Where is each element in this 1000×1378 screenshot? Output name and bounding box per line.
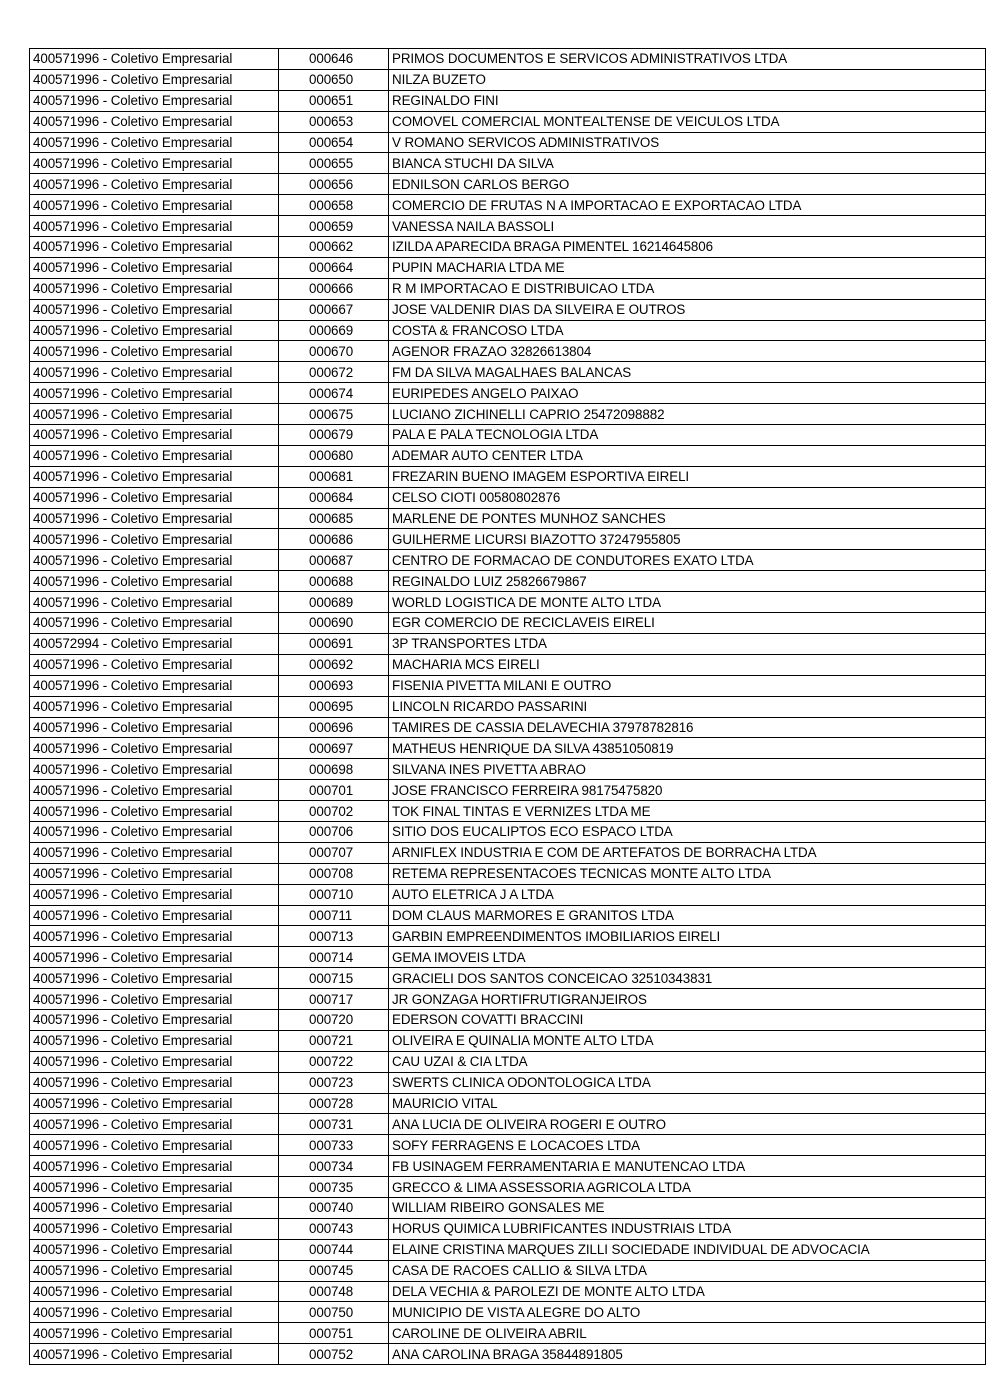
contract-cell: 400571996 - Coletivo Empresarial	[30, 529, 279, 550]
code-cell: 000674	[279, 383, 389, 404]
table-row	[30, 69, 986, 90]
table-row	[30, 1177, 986, 1198]
company-name-cell: GEMA IMOVEIS LTDA	[389, 947, 986, 968]
company-name-cell: MACHARIA MCS EIRELI	[389, 654, 986, 675]
code-cell: 000702	[279, 801, 389, 822]
contract-cell: 400571996 - Coletivo Empresarial	[30, 487, 279, 508]
code-cell: 000721	[279, 1030, 389, 1051]
company-name-cell: COSTA & FRANCOSO LTDA	[389, 320, 986, 341]
table-row	[30, 1239, 986, 1260]
code-cell: 000656	[279, 174, 389, 195]
table-row	[30, 1281, 986, 1302]
code-cell: 000740	[279, 1197, 389, 1218]
contract-cell: 400571996 - Coletivo Empresarial	[30, 1218, 279, 1239]
company-name-cell: FISENIA PIVETTA MILANI E OUTRO	[389, 675, 986, 696]
company-name-cell: V ROMANO SERVICOS ADMINISTRATIVOS	[389, 132, 986, 153]
table-row	[30, 132, 986, 153]
code-cell: 000710	[279, 884, 389, 905]
company-name-cell: GRECCO & LIMA ASSESSORIA AGRICOLA LTDA	[389, 1177, 986, 1198]
contract-cell: 400571996 - Coletivo Empresarial	[30, 90, 279, 111]
table-row	[30, 926, 986, 947]
contract-cell: 400571996 - Coletivo Empresarial	[30, 1009, 279, 1030]
contract-cell: 400571996 - Coletivo Empresarial	[30, 257, 279, 278]
contract-cell: 400571996 - Coletivo Empresarial	[30, 989, 279, 1010]
contract-cell: 400571996 - Coletivo Empresarial	[30, 174, 279, 195]
table-row	[30, 508, 986, 529]
contract-cell: 400571996 - Coletivo Empresarial	[30, 111, 279, 132]
contract-cell: 400572994 - Coletivo Empresarial	[30, 633, 279, 654]
company-name-cell: VANESSA NAILA BASSOLI	[389, 216, 986, 237]
table-row	[30, 654, 986, 675]
code-cell: 000715	[279, 968, 389, 989]
company-name-cell: GRACIELI DOS SANTOS CONCEICAO 32510343831	[389, 968, 986, 989]
code-cell: 000751	[279, 1323, 389, 1344]
table-row	[30, 404, 986, 425]
code-cell: 000686	[279, 529, 389, 550]
contract-cell: 400571996 - Coletivo Empresarial	[30, 1093, 279, 1114]
contract-cell: 400571996 - Coletivo Empresarial	[30, 654, 279, 675]
code-cell: 000752	[279, 1344, 389, 1365]
code-cell: 000735	[279, 1177, 389, 1198]
table-row	[30, 174, 986, 195]
code-cell: 000743	[279, 1218, 389, 1239]
table-row	[30, 341, 986, 362]
table-row	[30, 1344, 986, 1365]
company-name-cell: WILLIAM RIBEIRO GONSALES ME	[389, 1197, 986, 1218]
table-row	[30, 821, 986, 842]
contract-cell: 400571996 - Coletivo Empresarial	[30, 947, 279, 968]
company-name-cell: CENTRO DE FORMACAO DE CONDUTORES EXATO LTDA	[389, 550, 986, 571]
company-name-cell: LUCIANO ZICHINELLI CAPRIO 25472098882	[389, 404, 986, 425]
company-name-cell: SITIO DOS EUCALIPTOS ECO ESPACO LTDA	[389, 821, 986, 842]
company-name-cell: MATHEUS HENRIQUE DA SILVA 43851050819	[389, 738, 986, 759]
code-cell: 000722	[279, 1051, 389, 1072]
company-name-cell: AGENOR FRAZAO 32826613804	[389, 341, 986, 362]
code-cell: 000691	[279, 633, 389, 654]
code-cell: 000695	[279, 696, 389, 717]
company-name-cell: ANA LUCIA DE OLIVEIRA ROGERI E OUTRO	[389, 1114, 986, 1135]
contract-cell: 400571996 - Coletivo Empresarial	[30, 759, 279, 780]
contract-cell: 400571996 - Coletivo Empresarial	[30, 571, 279, 592]
table-row	[30, 299, 986, 320]
company-name-cell: DOM CLAUS MARMORES E GRANITOS LTDA	[389, 905, 986, 926]
table-row	[30, 592, 986, 613]
code-cell: 000711	[279, 905, 389, 926]
contract-cell: 400571996 - Coletivo Empresarial	[30, 216, 279, 237]
table-row	[30, 613, 986, 634]
code-cell: 000717	[279, 989, 389, 1010]
code-cell: 000653	[279, 111, 389, 132]
company-name-cell: REGINALDO FINI	[389, 90, 986, 111]
company-name-cell: MAURICIO VITAL	[389, 1093, 986, 1114]
contract-cell: 400571996 - Coletivo Empresarial	[30, 821, 279, 842]
company-name-cell: HORUS QUIMICA LUBRIFICANTES INDUSTRIAIS LTDA	[389, 1218, 986, 1239]
code-cell: 000713	[279, 926, 389, 947]
contract-cell: 400571996 - Coletivo Empresarial	[30, 801, 279, 822]
company-name-cell: NILZA BUZETO	[389, 69, 986, 90]
contract-cell: 400571996 - Coletivo Empresarial	[30, 445, 279, 466]
company-name-cell: ADEMAR AUTO CENTER LTDA	[389, 445, 986, 466]
code-cell: 000697	[279, 738, 389, 759]
company-name-cell: PRIMOS DOCUMENTOS E SERVICOS ADMINISTRATIVOS LTDA	[389, 49, 986, 70]
code-cell: 000744	[279, 1239, 389, 1260]
code-cell: 000692	[279, 654, 389, 675]
code-cell: 000672	[279, 362, 389, 383]
contract-cell: 400571996 - Coletivo Empresarial	[30, 1030, 279, 1051]
company-name-cell: COMERCIO DE FRUTAS N A IMPORTACAO E EXPORTACAO LTDA	[389, 195, 986, 216]
company-name-cell: RETEMA REPRESENTACOES TECNICAS MONTE ALTO LTDA	[389, 863, 986, 884]
code-cell: 000658	[279, 195, 389, 216]
contract-cell: 400571996 - Coletivo Empresarial	[30, 1344, 279, 1365]
table-row	[30, 425, 986, 446]
contract-cell: 400571996 - Coletivo Empresarial	[30, 1239, 279, 1260]
company-name-cell: SOFY FERRAGENS E LOCACOES LTDA	[389, 1135, 986, 1156]
company-name-cell: COMOVEL COMERCIAL MONTEALTENSE DE VEICULOS LTDA	[389, 111, 986, 132]
table-row	[30, 237, 986, 258]
contract-cell: 400571996 - Coletivo Empresarial	[30, 49, 279, 70]
code-cell: 000688	[279, 571, 389, 592]
code-cell: 000655	[279, 153, 389, 174]
code-cell: 000651	[279, 90, 389, 111]
contract-cell: 400571996 - Coletivo Empresarial	[30, 592, 279, 613]
contract-cell: 400571996 - Coletivo Empresarial	[30, 341, 279, 362]
contract-cell: 400571996 - Coletivo Empresarial	[30, 425, 279, 446]
contract-cell: 400571996 - Coletivo Empresarial	[30, 383, 279, 404]
table-body	[30, 49, 986, 1365]
contract-cell: 400571996 - Coletivo Empresarial	[30, 780, 279, 801]
table-row	[30, 759, 986, 780]
table-row	[30, 1218, 986, 1239]
company-name-cell: MUNICIPIO DE VISTA ALEGRE DO ALTO	[389, 1302, 986, 1323]
table-row	[30, 1093, 986, 1114]
code-cell: 000696	[279, 717, 389, 738]
code-cell: 000679	[279, 425, 389, 446]
contract-cell: 400571996 - Coletivo Empresarial	[30, 738, 279, 759]
table-row	[30, 1302, 986, 1323]
contract-cell: 400571996 - Coletivo Empresarial	[30, 362, 279, 383]
company-name-cell: FREZARIN BUENO IMAGEM ESPORTIVA EIRELI	[389, 466, 986, 487]
table-row	[30, 445, 986, 466]
table-row	[30, 320, 986, 341]
code-cell: 000733	[279, 1135, 389, 1156]
code-cell: 000698	[279, 759, 389, 780]
table-row	[30, 195, 986, 216]
contract-cell: 400571996 - Coletivo Empresarial	[30, 1281, 279, 1302]
code-cell: 000664	[279, 257, 389, 278]
contract-table	[29, 48, 986, 1365]
contract-cell: 400571996 - Coletivo Empresarial	[30, 1177, 279, 1198]
code-cell: 000684	[279, 487, 389, 508]
contract-cell: 400571996 - Coletivo Empresarial	[30, 1072, 279, 1093]
table-row	[30, 362, 986, 383]
code-cell: 000701	[279, 780, 389, 801]
company-name-cell: 3P TRANSPORTES LTDA	[389, 633, 986, 654]
code-cell: 000675	[279, 404, 389, 425]
table-row	[30, 383, 986, 404]
contract-cell: 400571996 - Coletivo Empresarial	[30, 153, 279, 174]
code-cell: 000714	[279, 947, 389, 968]
table-row	[30, 571, 986, 592]
code-cell: 000706	[279, 821, 389, 842]
table-row	[30, 1156, 986, 1177]
table-row	[30, 466, 986, 487]
company-name-cell: PUPIN MACHARIA LTDA ME	[389, 257, 986, 278]
contract-cell: 400571996 - Coletivo Empresarial	[30, 717, 279, 738]
table-row	[30, 884, 986, 905]
contract-cell: 400571996 - Coletivo Empresarial	[30, 696, 279, 717]
company-name-cell: OLIVEIRA E QUINALIA MONTE ALTO LTDA	[389, 1030, 986, 1051]
company-name-cell: SWERTS CLINICA ODONTOLOGICA LTDA	[389, 1072, 986, 1093]
company-name-cell: EDNILSON CARLOS BERGO	[389, 174, 986, 195]
contract-cell: 400571996 - Coletivo Empresarial	[30, 550, 279, 571]
company-name-cell: ARNIFLEX INDUSTRIA E COM DE ARTEFATOS DE BORRACHA LTDA	[389, 842, 986, 863]
company-name-cell: CELSO CIOTI 00580802876	[389, 487, 986, 508]
code-cell: 000654	[279, 132, 389, 153]
code-cell: 000680	[279, 445, 389, 466]
table-row	[30, 633, 986, 654]
table-row	[30, 1260, 986, 1281]
company-name-cell: JOSE FRANCISCO FERREIRA 98175475820	[389, 780, 986, 801]
table-row	[30, 257, 986, 278]
company-name-cell: ELAINE CRISTINA MARQUES ZILLI SOCIEDADE INDIVIDUAL DE ADVOCACIA	[389, 1239, 986, 1260]
company-name-cell: ANA CAROLINA BRAGA 35844891805	[389, 1344, 986, 1365]
code-cell: 000750	[279, 1302, 389, 1323]
contract-cell: 400571996 - Coletivo Empresarial	[30, 299, 279, 320]
table-row	[30, 529, 986, 550]
code-cell: 000707	[279, 842, 389, 863]
code-cell: 000723	[279, 1072, 389, 1093]
company-name-cell: FB USINAGEM FERRAMENTARIA E MANUTENCAO LTDA	[389, 1156, 986, 1177]
table-row	[30, 738, 986, 759]
code-cell: 000689	[279, 592, 389, 613]
company-name-cell: IZILDA APARECIDA BRAGA PIMENTEL 16214645806	[389, 237, 986, 258]
contract-cell: 400571996 - Coletivo Empresarial	[30, 195, 279, 216]
contract-cell: 400571996 - Coletivo Empresarial	[30, 613, 279, 634]
code-cell: 000748	[279, 1281, 389, 1302]
table-row	[30, 905, 986, 926]
company-name-cell: EDERSON COVATTI BRACCINI	[389, 1009, 986, 1030]
company-name-cell: CAU UZAI & CIA LTDA	[389, 1051, 986, 1072]
company-name-cell: WORLD LOGISTICA DE MONTE ALTO LTDA	[389, 592, 986, 613]
company-name-cell: JR GONZAGA HORTIFRUTIGRANJEIROS	[389, 989, 986, 1010]
code-cell: 000667	[279, 299, 389, 320]
code-cell: 000659	[279, 216, 389, 237]
code-cell: 000708	[279, 863, 389, 884]
contract-cell: 400571996 - Coletivo Empresarial	[30, 1197, 279, 1218]
code-cell: 000728	[279, 1093, 389, 1114]
contract-cell: 400571996 - Coletivo Empresarial	[30, 1051, 279, 1072]
company-name-cell: TAMIRES DE CASSIA DELAVECHIA 37978782816	[389, 717, 986, 738]
contract-cell: 400571996 - Coletivo Empresarial	[30, 320, 279, 341]
contract-cell: 400571996 - Coletivo Empresarial	[30, 863, 279, 884]
contract-cell: 400571996 - Coletivo Empresarial	[30, 132, 279, 153]
table-row	[30, 278, 986, 299]
table-row	[30, 90, 986, 111]
table-row	[30, 801, 986, 822]
code-cell: 000662	[279, 237, 389, 258]
company-name-cell: AUTO ELETRICA J A LTDA	[389, 884, 986, 905]
code-cell: 000720	[279, 1009, 389, 1030]
code-cell: 000650	[279, 69, 389, 90]
company-name-cell: LINCOLN RICARDO PASSARINI	[389, 696, 986, 717]
table-row	[30, 1197, 986, 1218]
table-row	[30, 1030, 986, 1051]
code-cell: 000666	[279, 278, 389, 299]
table-row	[30, 1051, 986, 1072]
code-cell: 000690	[279, 613, 389, 634]
contract-cell: 400571996 - Coletivo Empresarial	[30, 1135, 279, 1156]
contract-cell: 400571996 - Coletivo Empresarial	[30, 968, 279, 989]
table-row	[30, 696, 986, 717]
table-row	[30, 780, 986, 801]
company-name-cell: R M IMPORTACAO E DISTRIBUICAO LTDA	[389, 278, 986, 299]
company-name-cell: MARLENE DE PONTES MUNHOZ SANCHES	[389, 508, 986, 529]
table-row	[30, 216, 986, 237]
table-row	[30, 717, 986, 738]
company-name-cell: DELA VECHIA & PAROLEZI DE MONTE ALTO LTDA	[389, 1281, 986, 1302]
contract-cell: 400571996 - Coletivo Empresarial	[30, 1156, 279, 1177]
table-row	[30, 1072, 986, 1093]
company-name-cell: GUILHERME LICURSI BIAZOTTO 37247955805	[389, 529, 986, 550]
code-cell: 000669	[279, 320, 389, 341]
contract-cell: 400571996 - Coletivo Empresarial	[30, 905, 279, 926]
company-name-cell: EGR COMERCIO DE RECICLAVEIS EIRELI	[389, 613, 986, 634]
table-row	[30, 1135, 986, 1156]
contract-cell: 400571996 - Coletivo Empresarial	[30, 278, 279, 299]
company-name-cell: FM DA SILVA MAGALHAES BALANCAS	[389, 362, 986, 383]
table-row	[30, 675, 986, 696]
contract-cell: 400571996 - Coletivo Empresarial	[30, 69, 279, 90]
table-row	[30, 989, 986, 1010]
contract-cell: 400571996 - Coletivo Empresarial	[30, 1114, 279, 1135]
contract-cell: 400571996 - Coletivo Empresarial	[30, 675, 279, 696]
table-row	[30, 1114, 986, 1135]
code-cell: 000681	[279, 466, 389, 487]
contract-cell: 400571996 - Coletivo Empresarial	[30, 884, 279, 905]
company-name-cell: CASA DE RACOES CALLIO & SILVA LTDA	[389, 1260, 986, 1281]
table-row	[30, 153, 986, 174]
company-name-cell: CAROLINE DE OLIVEIRA ABRIL	[389, 1323, 986, 1344]
table-row	[30, 968, 986, 989]
table-row	[30, 842, 986, 863]
table-row	[30, 550, 986, 571]
contract-cell: 400571996 - Coletivo Empresarial	[30, 508, 279, 529]
company-name-cell: SILVANA INES PIVETTA ABRAO	[389, 759, 986, 780]
company-name-cell: GARBIN EMPREENDIMENTOS IMOBILIARIOS EIRELI	[389, 926, 986, 947]
code-cell: 000745	[279, 1260, 389, 1281]
contract-cell: 400571996 - Coletivo Empresarial	[30, 237, 279, 258]
company-name-cell: TOK FINAL TINTAS E VERNIZES LTDA ME	[389, 801, 986, 822]
contract-cell: 400571996 - Coletivo Empresarial	[30, 466, 279, 487]
table-row	[30, 1009, 986, 1030]
company-name-cell: EURIPEDES ANGELO PAIXAO	[389, 383, 986, 404]
company-name-cell: PALA E PALA TECNOLOGIA LTDA	[389, 425, 986, 446]
code-cell: 000693	[279, 675, 389, 696]
company-name-cell: JOSE VALDENIR DIAS DA SILVEIRA E OUTROS	[389, 299, 986, 320]
code-cell: 000670	[279, 341, 389, 362]
table-row	[30, 487, 986, 508]
contract-cell: 400571996 - Coletivo Empresarial	[30, 926, 279, 947]
contract-cell: 400571996 - Coletivo Empresarial	[30, 842, 279, 863]
code-cell: 000687	[279, 550, 389, 571]
code-cell: 000685	[279, 508, 389, 529]
table-row	[30, 49, 986, 70]
contract-cell: 400571996 - Coletivo Empresarial	[30, 1260, 279, 1281]
table-row	[30, 863, 986, 884]
company-name-cell: BIANCA STUCHI DA SILVA	[389, 153, 986, 174]
contract-cell: 400571996 - Coletivo Empresarial	[30, 1323, 279, 1344]
code-cell: 000731	[279, 1114, 389, 1135]
contract-cell: 400571996 - Coletivo Empresarial	[30, 1302, 279, 1323]
table-row	[30, 947, 986, 968]
contract-cell: 400571996 - Coletivo Empresarial	[30, 404, 279, 425]
table-row	[30, 1323, 986, 1344]
code-cell: 000646	[279, 49, 389, 70]
table-row	[30, 111, 986, 132]
code-cell: 000734	[279, 1156, 389, 1177]
company-name-cell: REGINALDO LUIZ 25826679867	[389, 571, 986, 592]
